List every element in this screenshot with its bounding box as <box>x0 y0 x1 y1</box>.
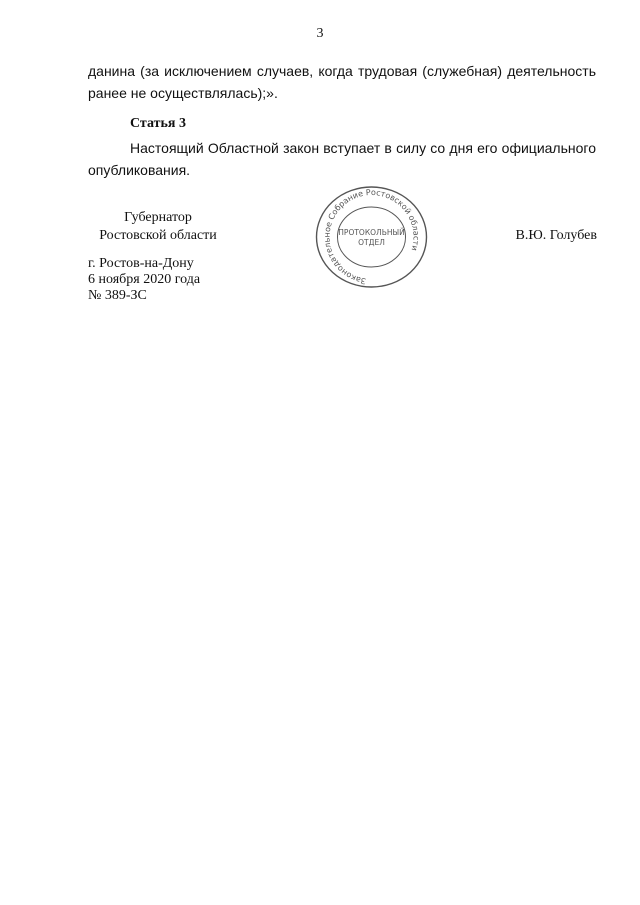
seal-ring-text: Законодательное Собрание Ростовской области <box>322 187 421 286</box>
seal-outer-ring <box>317 187 427 287</box>
signer-name: В.Ю. Голубев <box>515 228 597 243</box>
article-text: Настоящий Областной закон вступает в силу со дня его официального опубликования. <box>88 140 596 178</box>
document-date: 6 ноября 2020 года <box>88 272 201 287</box>
governor-title <box>88 209 228 245</box>
governor-title-line1: Губернатор <box>124 210 192 225</box>
page-number: 3 <box>316 26 324 41</box>
paragraph-continuation: данина (за исключением случаев, когда трудовая (служебная) деятельность ранее не осуществлялась);». <box>88 63 596 101</box>
seal-center-line1: ПРОТОКОЛЬНЫЙ <box>338 228 405 237</box>
seal-inner-ring <box>338 207 406 267</box>
document-place: г. Ростов-на-Дону <box>88 256 194 271</box>
document-number: № 389-ЗС <box>88 288 147 303</box>
official-seal <box>313 185 430 290</box>
article-heading: Статья 3 <box>130 116 186 131</box>
governor-title-line2: Ростовской области <box>99 228 217 243</box>
seal-center-line2: ОТДЕЛ <box>358 238 385 247</box>
document-meta <box>88 256 200 304</box>
